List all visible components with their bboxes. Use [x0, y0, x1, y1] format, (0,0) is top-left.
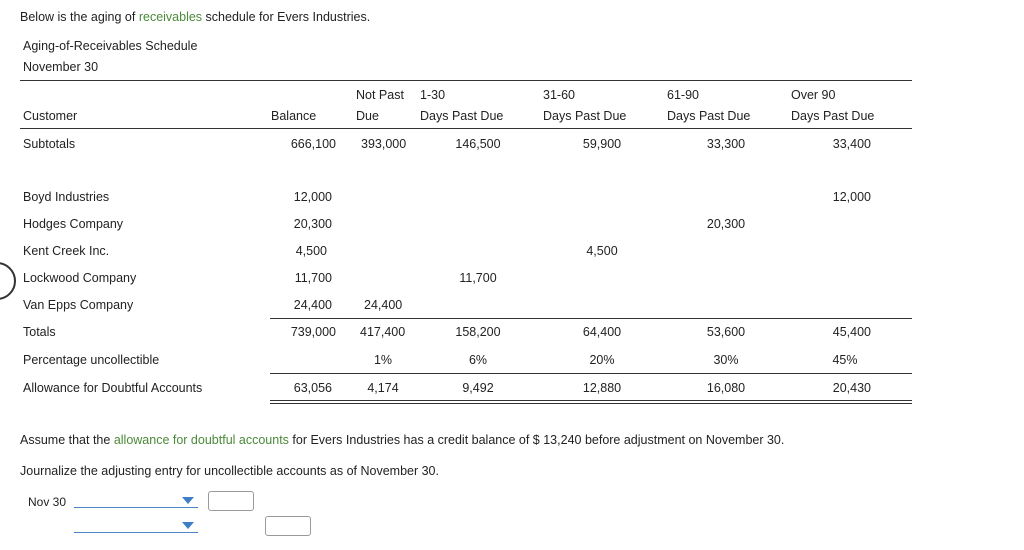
totals-1-30: 158,200: [455, 325, 501, 339]
debit-account-select[interactable]: [74, 493, 198, 508]
schedule-title: Aging-of-Receivables Schedule: [23, 39, 198, 53]
row-lockwood-balance: 11,700: [294, 271, 332, 285]
row-vanepps-customer: Van Epps Company: [23, 298, 134, 312]
row-boyd-balance: 12,000: [293, 190, 332, 204]
cursor-circle: [0, 262, 16, 300]
header-customer: Customer: [23, 109, 78, 123]
header-notpast-2: Due: [356, 109, 379, 123]
debit-amount-input[interactable]: [208, 491, 254, 511]
subtotals-61-90: 33,300: [706, 137, 746, 151]
totals-label: Totals: [23, 325, 56, 339]
allowance-top-rule: [270, 373, 912, 374]
percent-over-90: 45%: [832, 353, 858, 367]
chevron-down-icon: [182, 497, 194, 504]
receivables-link[interactable]: receivables: [138, 10, 203, 24]
percent-notpast: 1%: [373, 353, 393, 367]
subtotals-1-30: 146,500: [455, 137, 501, 151]
row-boyd-customer: Boyd Industries: [23, 190, 110, 204]
row-lockwood-1-30: 11,700: [459, 271, 497, 285]
assume-post: for Evers Industries has a credit balance of $ 13,240 before adjustment on November 30.: [288, 433, 785, 447]
header-over-90-1: Over 90: [791, 88, 836, 102]
credit-account-select[interactable]: [74, 518, 198, 533]
chevron-down-icon: [182, 522, 194, 529]
intro-post: schedule for Evers Industries.: [202, 10, 371, 24]
row-vanepps-balance: 24,400: [293, 298, 332, 312]
assume-pre: Assume that the: [20, 433, 114, 447]
credit-amount-input[interactable]: [265, 516, 311, 536]
row-boyd-over-90: 12,000: [832, 190, 871, 204]
percent-label: Percentage uncollectible: [23, 353, 160, 367]
row-hodges-61-90: 20,300: [706, 217, 746, 231]
totals-61-90: 53,600: [706, 325, 746, 339]
totals-notpast: 417,400: [360, 325, 406, 339]
totals-31-60: 64,400: [582, 325, 622, 339]
allowance-notpast: 4,174: [367, 381, 399, 395]
row-lockwood-customer: Lockwood Company: [23, 271, 137, 285]
double-rule-2: [270, 403, 912, 404]
row-kent-balance: 4,500: [295, 244, 327, 258]
intro-text: [20, 10, 370, 24]
allowance-61-90: 16,080: [706, 381, 746, 395]
assume-text: [20, 433, 784, 447]
header-1-30-1: 1-30: [420, 88, 446, 102]
totals-top-rule: [270, 318, 912, 319]
allowance-label: Allowance for Doubtful Accounts: [23, 381, 203, 395]
subtotals-balance: 666,100: [290, 137, 336, 151]
header-balance: Balance: [271, 109, 317, 123]
header-bottom-rule: [20, 128, 912, 129]
header-31-60-2: Days Past Due: [543, 109, 627, 123]
instruction-text: Journalize the adjusting entry for uncollectible accounts as of November 30.: [20, 464, 439, 478]
totals-over-90: 45,400: [832, 325, 871, 339]
row-hodges-customer: Hodges Company: [23, 217, 124, 231]
subtotals-label: Subtotals: [23, 137, 76, 151]
header-top-rule: [20, 80, 912, 81]
schedule-date: November 30: [23, 60, 99, 74]
subtotals-notpast: 393,000: [361, 137, 407, 151]
double-rule-1: [270, 400, 912, 401]
header-61-90-1: 61-90: [667, 88, 699, 102]
row-vanepps-notpast: 24,400: [364, 298, 403, 312]
journal-date: Nov 30: [28, 495, 67, 509]
header-notpast-1: Not Past: [356, 88, 404, 102]
subtotals-31-60: 59,900: [582, 137, 622, 151]
percent-31-60: 20%: [589, 353, 615, 367]
header-over-90-2: Days Past Due: [791, 109, 875, 123]
allowance-31-60: 12,880: [582, 381, 622, 395]
row-hodges-balance: 20,300: [293, 217, 332, 231]
intro-pre: Below is the aging of: [20, 10, 139, 24]
percent-61-90: 30%: [713, 353, 739, 367]
header-61-90-2: Days Past Due: [667, 109, 751, 123]
row-kent-customer: Kent Creek Inc.: [23, 244, 110, 258]
subtotals-over-90: 33,400: [832, 137, 871, 151]
row-kent-31-60: 4,500: [586, 244, 618, 258]
allowance-1-30: 9,492: [462, 381, 494, 395]
header-1-30-2: Days Past Due: [420, 109, 504, 123]
allowance-over-90: 20,430: [832, 381, 871, 395]
allowance-balance: 63,056: [293, 381, 332, 395]
percent-1-30: 6%: [468, 353, 488, 367]
header-31-60-1: 31-60: [543, 88, 575, 102]
allowance-link[interactable]: allowance for doubtful accounts: [113, 433, 289, 447]
totals-balance: 739,000: [290, 325, 336, 339]
